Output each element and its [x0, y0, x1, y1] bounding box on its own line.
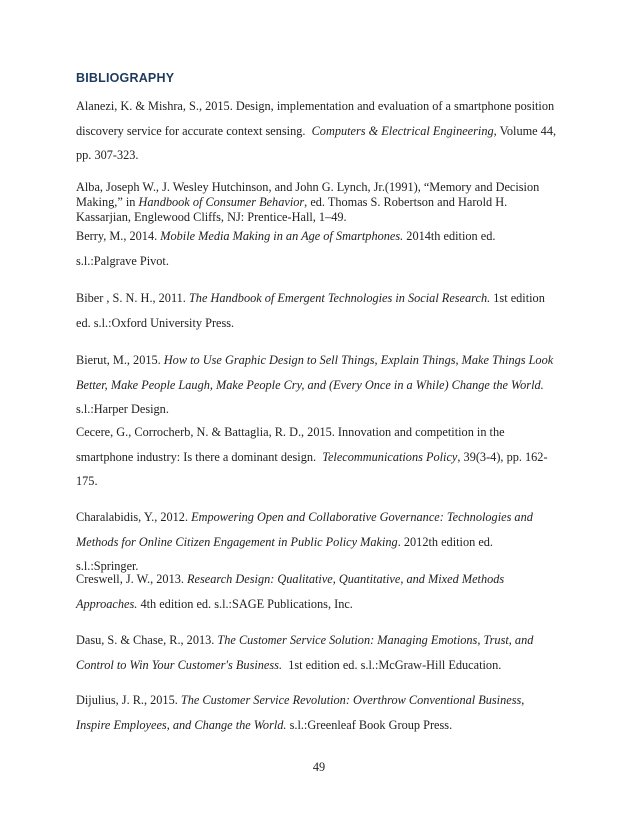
entry-line: s.l.:Springer.	[76, 559, 139, 573]
entry-line: Berry, M., 2014. Mobile Media Making in an Age of Smartphones. 2014th edition ed.	[76, 229, 496, 243]
entry-line: Inspire Employees, and Change the World. s.l.:Greenleaf Book Group Press.	[76, 717, 453, 732]
bibliography-entry-creswell	[76, 567, 566, 616]
bibliography-entry-berry	[76, 224, 566, 273]
book-title: The Customer Service Solution: Managing Emotions, Trust, and	[217, 633, 534, 647]
bibliography-heading: BIBLIOGRAPHY	[76, 71, 175, 85]
entry-line: Dijulius, J. R., 2015. The Customer Service Revolution: Overthrow Conventional Business,	[76, 693, 525, 707]
entry-line: s.l.:Harper Design.	[76, 402, 169, 416]
bibliography-entry-biber	[76, 286, 566, 335]
entry-line: pp. 307-323.	[76, 148, 139, 162]
entry-line: Bierut, M., 2015. How to Use Graphic Design to Sell Things, Explain Things, Make Things Look	[76, 353, 554, 367]
book-title: Mobile Media Making in an Age of Smartphones.	[160, 229, 404, 243]
book-title: The Handbook of Emergent Technologies in Social Research.	[188, 291, 491, 305]
bibliography-entry-dasu	[76, 628, 566, 677]
entry-line: Alba, Joseph W., J. Wesley Hutchinson, and John G. Lynch, Jr.(1991), “Memory and Decision	[76, 180, 540, 194]
book-title: How to Use Graphic Design to Sell Things, Explain Things, Make Things Look	[163, 353, 554, 367]
book-title: Control to Win Your Customer's Business.	[76, 657, 283, 672]
bibliography-entry-alanezi	[76, 94, 566, 168]
entry-line: Alanezi, K. & Mishra, S., 2015. Design, implementation and evaluation of a smartphone position	[76, 99, 555, 113]
bibliography-entry-cecere	[76, 420, 566, 494]
bibliography-entry-alba	[76, 180, 566, 225]
book-title: The Customer Service Revolution: Overthrow Conventional Business,	[180, 693, 525, 707]
page-number: 49	[312, 760, 326, 774]
entry-line: 175.	[76, 474, 98, 488]
entry-line: s.l.:Palgrave Pivot.	[76, 253, 169, 268]
entry-line: Methods for Online Citizen Engagement in Public Policy Making. 2012th edition ed.	[76, 534, 494, 549]
entry-line: ed. s.l.:Oxford University Press.	[76, 315, 235, 330]
bibliography-entry-dijulius	[76, 688, 566, 737]
entry-line: discovery service for accurate context sensing. Computers & Electrical Engineering, Volume 44,	[76, 123, 557, 138]
book-title: Approaches.	[76, 596, 138, 611]
book-title: Empowering Open and Collaborative Governance: Technologies and	[191, 510, 533, 524]
entry-line: Charalabidis, Y., 2012. Empowering Open and Collaborative Governance: Technologies and	[76, 510, 533, 524]
bibliography-entry-bierut	[76, 348, 566, 422]
entry-line: Approaches. 4th edition ed. s.l.:SAGE Publications, Inc.	[76, 596, 353, 611]
entry-line: smartphone industry: Is there a dominant design. Telecommunications Policy, 39(3-4), pp. 162-	[76, 449, 548, 464]
journal-title: Telecommunications Policy	[322, 449, 458, 464]
book-title: Inspire Employees, and Change the World.	[76, 717, 287, 732]
entry-line: Making,” in Handbook of Consumer Behavior, ed. Thomas S. Robertson and Harold H.	[76, 195, 508, 209]
entry-line: Kassarjian, Englewood Cliffs, NJ: Prentice-Hall, 1–49.	[76, 210, 347, 224]
book-title: Better, Make People Laugh, Make People Cry, and (Every Once in a While) Change the World.	[76, 377, 544, 392]
entry-line: Control to Win Your Customer's Business. 1st edition ed. s.l.:McGraw-Hill Education.	[76, 657, 502, 672]
entry-line: Dasu, S. & Chase, R., 2013. The Customer Service Solution: Managing Emotions, Trust, and	[76, 633, 534, 647]
journal-title: Computers & Electrical Engineering,	[311, 123, 497, 138]
book-title: Research Design: Qualitative, Quantitative, and Mixed Methods	[187, 572, 505, 586]
entry-line: Biber , S. N. H., 2011. The Handbook of Emergent Technologies in Social Research. 1st edition	[76, 291, 545, 305]
book-title: Methods for Online Citizen Engagement in Public Policy Making	[76, 534, 398, 549]
entry-line: Creswell, J. W., 2013. Research Design: Qualitative, Quantitative, and Mixed Methods	[76, 572, 505, 586]
entry-line: Cecere, G., Corrocherb, N. & Battaglia, R. D., 2015. Innovation and competition in the	[76, 425, 505, 439]
book-title: Handbook of Consumer Behavior	[138, 195, 305, 209]
